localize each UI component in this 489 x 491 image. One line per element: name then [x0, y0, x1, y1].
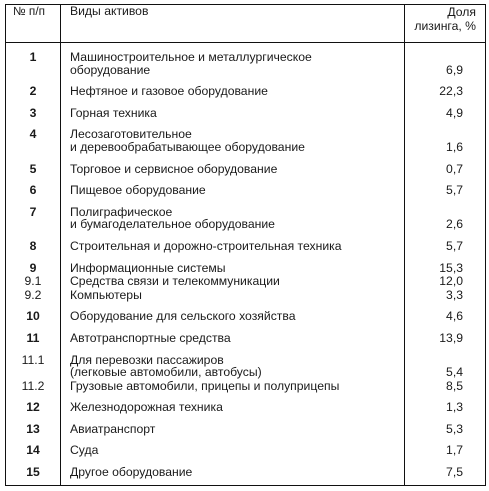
row-asset-name: [61, 435, 405, 457]
row-leasing-share: 1,6: [405, 119, 486, 153]
row-asset-name-line1: Авиатранспорт: [70, 421, 156, 436]
table-row: [6, 414, 486, 436]
row-asset-name-line1: Машиностроительное и металлургическое: [70, 50, 312, 64]
row-leasing-share: 8,5: [405, 379, 486, 393]
table-row: [6, 175, 486, 197]
row-asset-name: [61, 154, 405, 176]
table-row: [6, 98, 486, 120]
row-leasing-share: 3,3: [405, 288, 486, 302]
row-asset-name: [61, 274, 405, 288]
row-leasing-share: 4,9: [405, 98, 486, 120]
row-asset-name-line1: Суда: [70, 443, 99, 458]
header-row: [6, 5, 486, 43]
row-asset-name-line1: Другое оборудование: [70, 465, 193, 480]
table-row: [6, 119, 486, 153]
row-asset-name-line1: Нефтяное и газовое оборудование: [70, 84, 268, 99]
row-number: 9.2: [6, 288, 61, 302]
row-leasing-share: 5,7: [405, 175, 486, 197]
row-asset-name: [61, 288, 405, 302]
row-asset-name-line1: Компьютеры: [70, 287, 142, 302]
row-asset-name: [61, 323, 405, 345]
table-row: [6, 379, 486, 393]
row-asset-name: [61, 51, 405, 76]
row-number: 14: [6, 435, 61, 457]
row-asset-name-line1: Горная техника: [70, 105, 157, 120]
row-number: 1: [6, 51, 61, 76]
row-leasing-share: 0,7: [405, 154, 486, 176]
row-number: 11.1: [6, 345, 61, 379]
row-asset-name-line1: Грузовые автомобили, прицепы и полуприцепы: [70, 378, 340, 393]
row-asset-name-line1: Торговое и сервисное оборудование: [70, 161, 278, 176]
table-row: [6, 435, 486, 457]
header-asset-type: Виды активов: [61, 5, 405, 43]
row-asset-name-line1: Полиграфическое: [70, 204, 173, 219]
row-leasing-share: 5,4: [405, 345, 486, 379]
table-row: [6, 345, 486, 379]
row-leasing-share: 5,7: [405, 231, 486, 253]
row-number: 13: [6, 414, 61, 436]
row-leasing-share: 6,9: [405, 51, 486, 76]
row-leasing-share: 22,3: [405, 76, 486, 98]
row-asset-name: [61, 175, 405, 197]
row-number: 2: [6, 76, 61, 98]
row-asset-name-line1: Лесозаготовительное: [70, 127, 192, 142]
row-asset-name: [61, 231, 405, 253]
row-asset-name: [61, 119, 405, 153]
row-asset-name-line2: и деревообрабатывающее оборудование: [70, 139, 305, 154]
row-number: 12: [6, 392, 61, 414]
row-number: 11: [6, 323, 61, 345]
row-asset-name-line1: Для перевозки пассажиров: [70, 352, 224, 367]
row-number: 3: [6, 98, 61, 120]
row-number: 15: [6, 457, 61, 485]
row-asset-name-line1: Автотранспортные средства: [70, 330, 231, 345]
row-asset-name: [61, 457, 405, 485]
table-row: [6, 253, 486, 275]
header-number: № п/п: [6, 5, 61, 43]
row-leasing-share: 5,3: [405, 414, 486, 436]
row-asset-name: [61, 98, 405, 120]
row-number: 11.2: [6, 379, 61, 393]
table-row: [6, 288, 486, 302]
table-row: [6, 323, 486, 345]
row-asset-name-line2: оборудование: [70, 62, 151, 77]
row-leasing-share: 13,9: [405, 323, 486, 345]
row-asset-name: [61, 345, 405, 379]
table-header: [6, 5, 486, 43]
header-share: [405, 5, 486, 43]
table-row: [6, 457, 486, 485]
row-asset-name-line1: Пищевое оборудование: [70, 183, 206, 198]
row-leasing-share: 4,6: [405, 301, 486, 323]
row-asset-name-line1: Средства связи и телекоммуникации: [70, 274, 280, 289]
table-row: [6, 197, 486, 231]
header-share-line2: лизинга, %: [414, 19, 476, 33]
table-row: [6, 392, 486, 414]
row-asset-name: [61, 76, 405, 98]
header-share-line1: Доля: [447, 5, 476, 19]
row-number: 5: [6, 154, 61, 176]
table-row: [6, 231, 486, 253]
row-asset-name: [61, 379, 405, 393]
row-leasing-share: 1,7: [405, 435, 486, 457]
row-number: 8: [6, 231, 61, 253]
row-asset-name: [61, 253, 405, 275]
table-body: [6, 43, 486, 486]
row-number: 6: [6, 175, 61, 197]
row-leasing-share: 1,3: [405, 392, 486, 414]
row-asset-name: [61, 301, 405, 323]
row-leasing-share: 2,6: [405, 197, 486, 231]
row-asset-name: [61, 392, 405, 414]
row-asset-name-line1: Информационные системы: [70, 260, 226, 275]
row-number: 9.1: [6, 274, 61, 288]
table-row: [6, 154, 486, 176]
row-leasing-share: 7,5: [405, 457, 486, 485]
leasing-share-table: [5, 4, 486, 486]
row-number: 9: [6, 253, 61, 275]
row-asset-name: [61, 197, 405, 231]
row-number: 10: [6, 301, 61, 323]
row-number: 7: [6, 197, 61, 231]
row-asset-name-line2: и бумагоделательное оборудование: [70, 217, 275, 232]
row-leasing-share: 15,3: [405, 253, 486, 275]
table-row: [6, 76, 486, 98]
table-row: [6, 301, 486, 323]
row-asset-name-line2: (легковые автомобили, автобусы): [70, 365, 262, 380]
row-leasing-share: 12,0: [405, 274, 486, 288]
row-asset-name-line1: Оборудование для сельского хозяйства: [70, 309, 296, 324]
row-asset-name-line1: Строительная и дорожно-строительная техника: [70, 238, 342, 253]
row-asset-name-line1: Железнодорожная техника: [70, 400, 223, 415]
row-number: 4: [6, 119, 61, 153]
row-asset-name: [61, 414, 405, 436]
table-row: [6, 274, 486, 288]
table-row: [6, 51, 486, 76]
